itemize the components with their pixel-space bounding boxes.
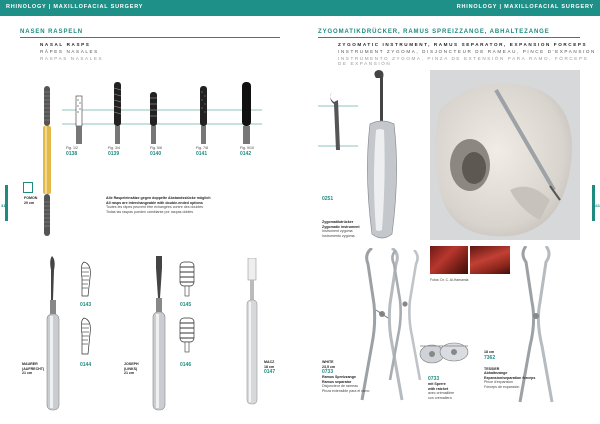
tip-5: [240, 146, 254, 157]
separator-line-2: Ramus separator: [322, 379, 352, 384]
fomon-rasp-image: [36, 86, 58, 236]
separator-line-1: Ramus Spreizzange: [322, 375, 356, 379]
right-subtitle-en: ZYGOMATIC INSTRUMENT, RAMUS SEPARATOR, EXPANSION FORCEPS: [338, 42, 588, 47]
tip-1-fig: Fig. 1/2: [66, 146, 78, 150]
macz-rasp-image: [242, 258, 262, 408]
forceps-art: 7362: [484, 354, 496, 361]
macz-name: MACZ: [264, 360, 275, 364]
macz-label: [264, 360, 275, 375]
zygomatic-line-1: Zygomatikdrücker: [322, 220, 354, 224]
zygomatic-hook-detail-image: [318, 84, 358, 154]
mechanism-label: [428, 376, 454, 400]
separator-line-3: Disjoncteur de rameau: [322, 384, 359, 388]
header-bar-right: [300, 0, 600, 16]
forceps-name: TESSIER: [484, 366, 500, 371]
forceps-line-4: Fórceps de expansión: [484, 384, 520, 389]
tip-3: [150, 146, 162, 157]
maurer-rasp-image: [40, 254, 66, 414]
zygomatic-label: [322, 196, 360, 238]
separator-line-4: Pinza extensible para el ramo: [322, 388, 370, 393]
left-page-number: 310: [1, 203, 8, 208]
note-line-2: All rasps are interchangeable with double-ended options: [106, 200, 203, 205]
maurer-label: [22, 362, 44, 376]
joseph-tips-image: [176, 258, 206, 362]
maurer-tips-image: [76, 260, 106, 364]
fomon-size: 20 cm: [24, 200, 35, 205]
tip-1: [66, 146, 78, 157]
left-title-rule: [20, 37, 280, 38]
joseph-rasp-image: [146, 254, 172, 414]
fomon-name: FOMON: [24, 196, 38, 200]
forceps-size: 18 cm: [484, 350, 495, 354]
tip-1-art: 0138: [66, 150, 78, 157]
tip-2: [108, 146, 120, 157]
note-line-1: Alle Raspeleinsätze gegen doppelte Abstandsstücke möglich: [106, 196, 211, 200]
header-bar-left: [0, 0, 300, 16]
zygomatic-line-2: Zygomatic instrument: [322, 224, 360, 229]
macz-size: 18 cm: [264, 364, 275, 369]
right-subtitle-es: INSTRUMENTO ZYGOMA, PINZA DE EXTENSIÓN PARA RAMO, FÓRCEPS DE EXPANSIÓN: [338, 56, 589, 66]
tip-3-fig: Fig. 5/6: [150, 146, 162, 150]
header-title-left: RHINOLOGY | MAXILLOFACIAL SURGERY: [6, 4, 144, 10]
joseph-name: JOSEPH: [124, 362, 139, 366]
zygomatic-art: 0251: [322, 196, 334, 202]
skull-photo: [430, 70, 580, 240]
separator-label: [322, 360, 369, 393]
note-line-4: Todas las raspas pueden cambiarse por raspas dobles: [106, 209, 194, 214]
joseph-art-2: 0146: [180, 362, 192, 368]
tip-2-fig: Fig. 3/4: [108, 146, 120, 150]
zygomatic-line-3: Instrument zygoma: [322, 229, 353, 233]
joseph-sub: (LINKS): [124, 366, 138, 371]
maurer-name: MAURER: [22, 362, 38, 366]
left-subtitle-fr: RÂPES NASALES: [40, 49, 99, 54]
zygomatic-line-4: Instrumento zygoma: [322, 233, 355, 238]
rasp-note: [106, 196, 286, 214]
separator-size: 23,5 cm: [322, 364, 336, 369]
photo-credit: Fotos: Dr. C. Al-Hamamia: [430, 278, 469, 282]
zygomatic-instrument-image: [356, 64, 416, 244]
note-line-3: Toutes les râpes peuvent être échangées contre des doubles: [106, 205, 204, 209]
mechanism-line-2: with ratchet: [428, 386, 449, 391]
left-subtitle-en: NASAL RASPS: [40, 42, 91, 47]
maurer-art-1: 0143: [80, 302, 92, 308]
tip-4: [196, 146, 208, 157]
right-section-title: ZYGOMATIKDRÜCKER, RAMUS SPREIZZANGE, ABHALTEZANGE: [318, 29, 550, 35]
fomon-badge: [23, 182, 33, 193]
fomon-label: [24, 196, 37, 205]
joseph-size: 21 cm: [124, 371, 135, 375]
tip-3-art: 0140: [150, 150, 162, 157]
forceps-line-2: Expansion/separation forceps: [484, 375, 536, 380]
maurer-size: 21 cm: [22, 371, 33, 375]
tip-5-art: 0142: [240, 150, 252, 157]
mechanism-line-4: con cremallera: [428, 395, 452, 400]
separator-name: WHITE: [322, 360, 334, 364]
mechanism-detail-image: [416, 334, 472, 370]
joseph-label: [124, 362, 139, 376]
separator-art: 0733: [322, 369, 334, 375]
right-title-rule: [318, 37, 580, 38]
surgery-photo-2: [470, 246, 510, 274]
maurer-sub: (AUFRECHT): [22, 366, 45, 371]
header-title-right: RHINOLOGY | MAXILLOFACIAL SURGERY: [456, 4, 594, 10]
macz-art: 0147: [264, 369, 276, 375]
right-subtitle-fr: INSTRUMENT ZYGOMA, DISJONCTEUR DE RAMEAU, PINCE D'EXPANSION: [338, 49, 596, 54]
left-section-title: NASEN RASPELN: [20, 29, 84, 35]
left-subtitle-es: RASPAS NASALES: [40, 56, 104, 61]
maurer-art-2: 0144: [80, 362, 92, 368]
forceps-label: [484, 350, 535, 389]
rasp-tips-image: [62, 78, 272, 148]
tip-2-art: 0139: [108, 150, 120, 157]
mechanism-art: 0733: [428, 376, 440, 382]
mechanism-line-3: avec crémaillère: [428, 391, 455, 395]
tip-4-fig: Fig. 7/8: [196, 146, 208, 150]
forceps-line-3: Pince d'expansion: [484, 380, 514, 384]
joseph-art-1: 0145: [180, 302, 192, 308]
tip-4-art: 0141: [196, 150, 208, 157]
tip-5-fig: Fig. 9/10: [240, 146, 254, 150]
right-page-number: 311: [593, 203, 600, 208]
forceps-line-1: Abhaltezange: [484, 371, 508, 375]
mechanism-line-1: mit Sperre: [428, 382, 446, 386]
